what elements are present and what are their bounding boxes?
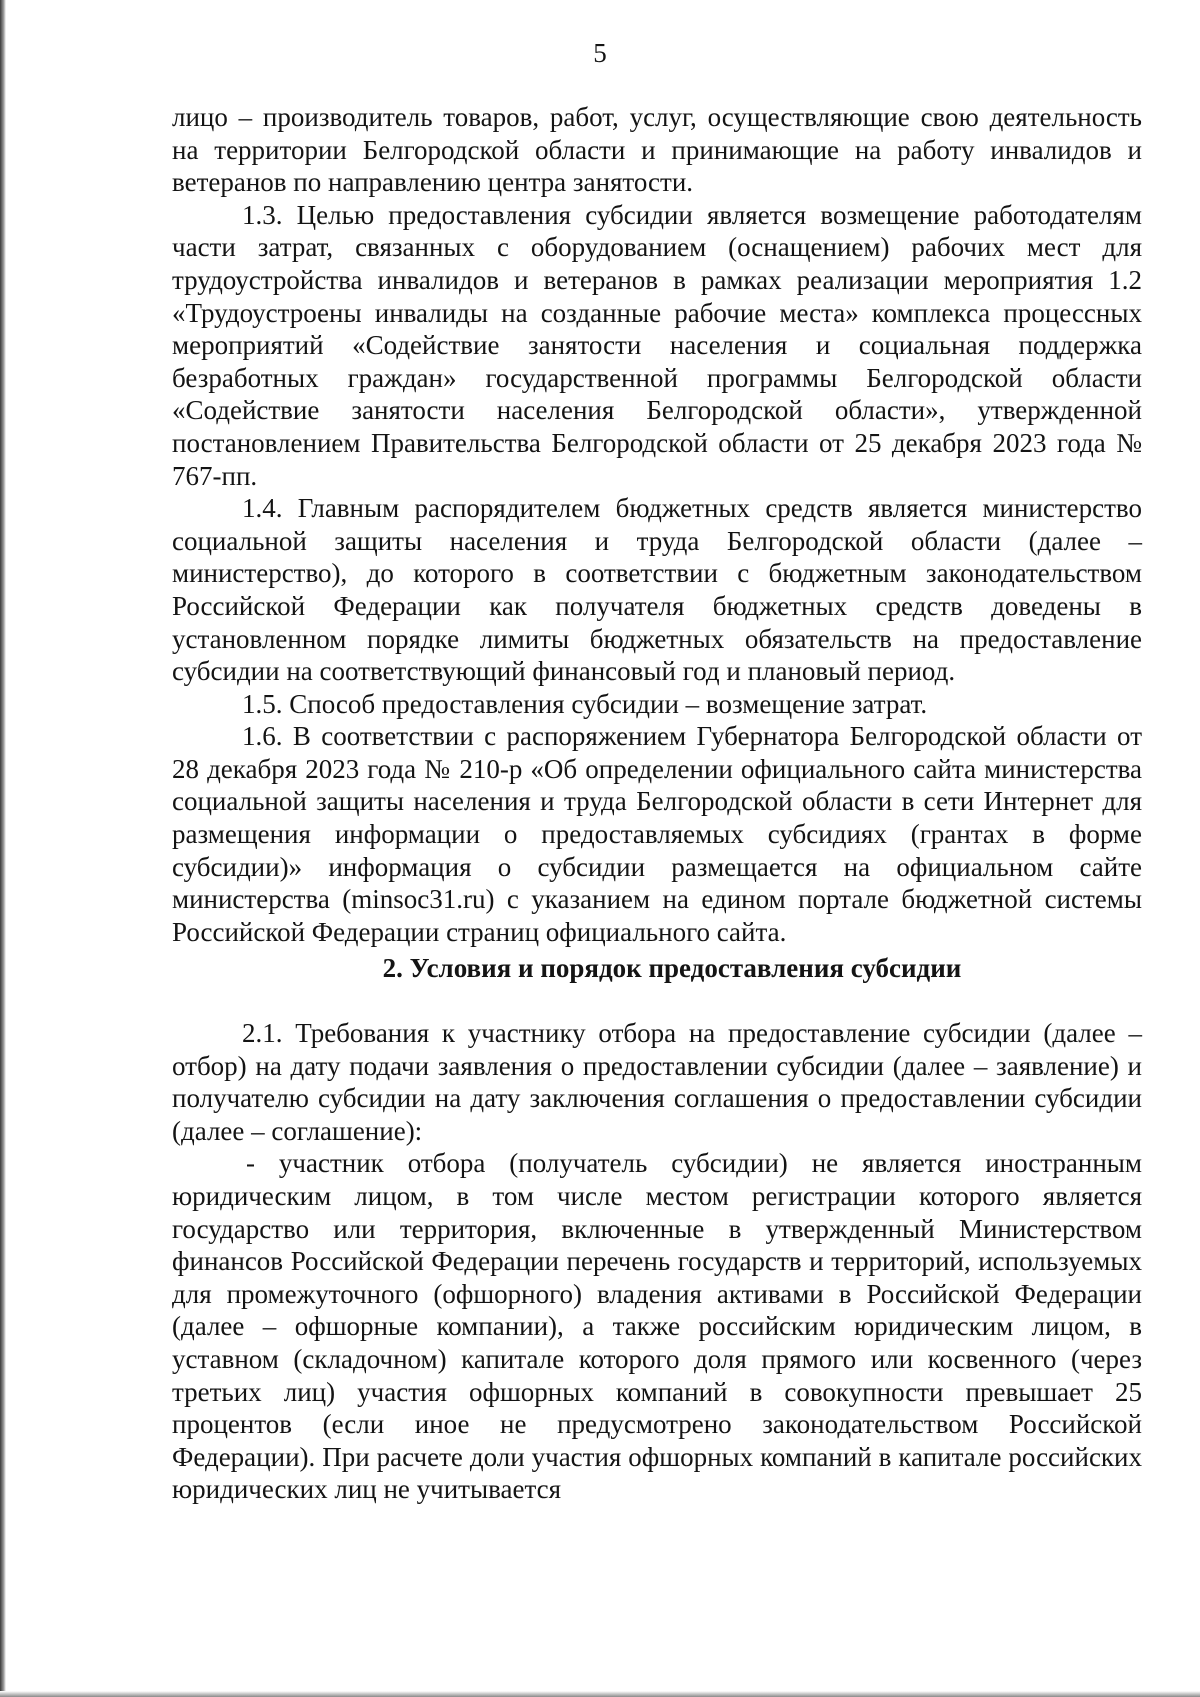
paragraph-1-4: 1.4. Главным распорядителем бюджетных средств является министерство социальной защиты населения и труда Белгородской области (далее – министерство), до которого в соответствии с бюджетным законодательством Российской Федерации как получателя бюджетных средств доведены в установленном порядке лимиты бюджетных обязательств на предоставление субсидии на соответствующий финансовый год и плановый период. xyxy=(172,493,1142,687)
document-body xyxy=(172,101,1142,1506)
paragraph-1-6: 1.6. В соответствии с распоряжением Губернатора Белгородской области от 28 декабря 2023 года № 210-р «Об определении официального сайта министерства социальной защиты населения и труда Белгородской области в сети Интернет для размещения информации о предоставляемых субсидиях (грантах в форме субсидии)» информация о субсидии размещается на официальном сайте министерства (minsoc31.ru) с указанием на едином портале бюджетной системы Российской Федерации страниц официального сайта. xyxy=(172,721,1142,947)
paragraph-2-1: 2.1. Требования к участнику отбора на предоставление субсидии (далее – отбор) на дату подачи заявления о предоставлении субсидии (далее – заявление) и получателю субсидии на дату заключения соглашения о предоставлении субсидии (далее – соглашение): xyxy=(172,1018,1142,1146)
scan-edge-left xyxy=(0,0,6,1697)
paragraph-1-3: 1.3. Целью предоставления субсидии является возмещение работодателям части затрат, связанных с оборудованием (оснащением) рабочих мест для трудоустройства инвалидов и ветеранов в рамках реализации мероприятия 1.2 «Трудоустроены инвалиды на созданные рабочие места» комплекса процессных мероприятий «Содействие занятости населения и социальная поддержка безработных граждан» государственной программы Белгородской области «Содействие занятости населения Белгородской области», утвержденной постановлением Правительства Белгородской области от 25 декабря 2023 года № 767-пп. xyxy=(172,199,1142,491)
page-number: 5 xyxy=(593,38,607,68)
paragraph-continuation: лицо – производитель товаров, работ, услуг, осуществляющие свою деятельность на территории Белгородской области и принимающие на работу инвалидов и ветеранов по направлению центра занятости. xyxy=(172,102,1142,198)
section-heading: 2. Условия и порядок предоставления субсидии xyxy=(382,953,962,984)
paragraph-2-1-item: - участник отбора (получатель субсидии) не является иностранным юридическим лицом, в том числе местом регистрации которого является государство или территория, включенные в утвержденный Министерством финансов Российской Федерации перечень государств и территорий, используемых для промежуточного (офшорного) владения активами в Российской Федерации (далее – офшорные компании), а также российским юридическим лицом, в уставном (складочном) капитале которого доля прямого или косвенного (через третьих лиц) участия офшорных компаний в совокупности превышает 25 процентов (если иное не предусмотрено законодательством Российской Федерации). При расчете доли участия офшорных компаний в капитале российских юридических лиц не учитывается xyxy=(172,1148,1142,1505)
paragraph-1-5: 1.5. Способ предоставления субсидии – возмещение затрат. xyxy=(242,688,928,719)
scan-edge-bottom xyxy=(0,1691,1200,1697)
